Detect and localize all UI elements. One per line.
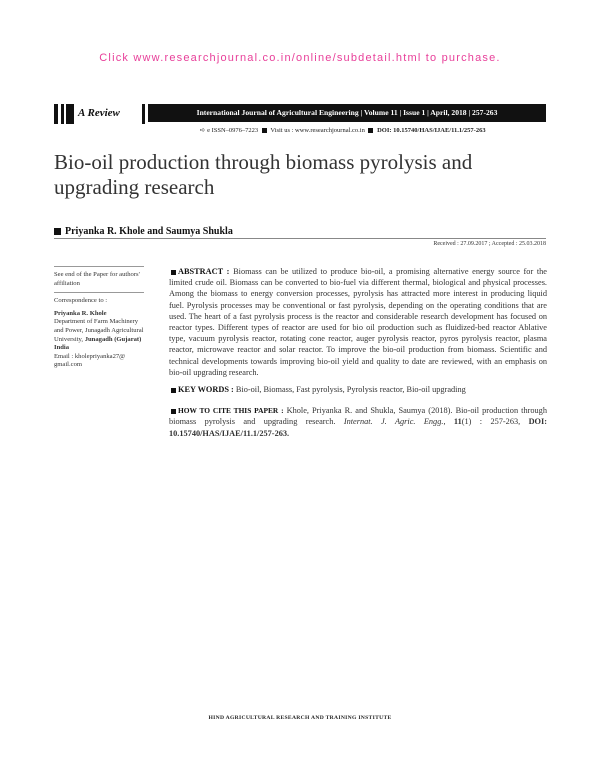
footer: HIND AGRICULTURAL RESEARCH AND TRAINING INSTITUTE <box>208 715 392 721</box>
how-to-cite: HOW TO CITE THIS PAPER : Khole, Priyanka R. and Shukla, Saumya (2018). Bio-oil production through biomass pyrolysis and upgrading research. Internat. J. Agric. Engg., 11(1) : 257-263, DOI: 10.15740/HAS/IJAE/11.1/257-263. <box>169 406 547 438</box>
correspondent-email[interactable]: Email : kholepriyanka27@ gmail.com <box>54 352 126 369</box>
sidebar-rule <box>54 292 144 293</box>
see-end-note: See end of the Paper for authors' affiliation <box>54 271 140 287</box>
authors <box>54 226 233 237</box>
keywords-text: Bio-oil, Biomass, Fast pyrolysis, Pyrolysis reactor, Bio-oil upgrading <box>235 385 466 395</box>
correspondent-place: Junagadh (Gujarat) India <box>54 335 142 352</box>
cite-pages: (1) : 257-263, <box>461 417 521 427</box>
cite-doi[interactable]: DOI: 10.15740/HAS/IJAE/11.1/257-263. <box>169 417 547 438</box>
cite-journal: Internat. J. Agric. Engg. <box>343 417 444 427</box>
correspondent-dept: Department of Farm Machinery and Power, Junagadh Agricultural University, <box>54 318 144 343</box>
square-bullet-icon <box>171 409 176 414</box>
cite-text: Khole, Priyanka R. and Shukla, Saumya (2018). Bio-oil production through biomass pyrolysis and upgrading research. <box>169 406 547 427</box>
bar-block-4 <box>142 104 145 124</box>
bar-block-1 <box>54 104 58 124</box>
visit-link[interactable]: Visit us : www.researchjournal.co.in <box>270 127 365 134</box>
abstract-label: ABSTRACT : <box>178 267 230 276</box>
bar-block-3 <box>66 104 74 124</box>
journal-info-strip: International Journal of Agricultural Engineering | Volume 11 | Issue 1 | April, 2018 | 257-263 <box>148 104 546 122</box>
correspondent-name: Priyanka R. Khole <box>54 309 107 317</box>
purchase-link[interactable]: Click www.researchjournal.co.in/online/subdetail.html to purchase. <box>99 52 501 64</box>
issn-line <box>200 126 486 134</box>
received-dates: Received : 27.09.2017 ; Accepted : 25.03.2018 <box>433 241 546 247</box>
correspondence-label: Correspondence to : <box>54 297 108 305</box>
sidebar-rule <box>54 266 144 267</box>
doi[interactable]: DOI: 10.15740/HAS/IJAE/11.1/257-263 <box>377 127 486 134</box>
abstract-text: Biomass can be utilized to produce bio-oil, a promising alternative energy source for the limited crude oil. Biomass can be converted to bio-fuel via different thermal, biological and physical processes. Among the biomass to energy conversion processes, pyrolysis has attracted more interest in producing liquid fuel. Pyrolysis processes may be conventional or fast pyrolysis, depending on the operating conditions that are used. The heart of a fast pyrolysis process is the reactor and considerable research development has focused on reactor types. Different types of reactor are used for bio oil production such as fluidized-bed reactor Ablative type, vacuum pyrolysis reactor, rotating cone reactor, auger pyrolysis reactor, pyros pyrolysis reactor, plasma reactor, microwave reactor and solar reactor. To improve the bio-oil production from biomass. Scientific and technical developments towards improving bio-oil yield and quality to date are reviewed, with an emphasis on bio-oil upgrading research. <box>169 267 547 377</box>
review-label: A Review <box>78 107 120 119</box>
square-bullet-icon <box>262 128 267 133</box>
arrow-icon: ➪ <box>200 127 206 134</box>
square-bullet-icon <box>171 388 176 393</box>
issn: e ISSN–0976–7223 <box>207 127 259 134</box>
cite-label: HOW TO CITE THIS PAPER : <box>178 406 284 416</box>
square-bullet-icon <box>368 128 373 133</box>
sidebar <box>54 263 144 370</box>
main-content <box>169 266 547 445</box>
square-bullet-icon <box>171 270 176 275</box>
authors-text: Priyanka R. Khole and Saumya Shukla <box>65 226 233 237</box>
square-bullet-icon <box>54 228 61 235</box>
cite-volume: 11 <box>453 417 462 427</box>
bar-block-2 <box>61 104 64 124</box>
abstract <box>169 266 547 378</box>
keywords-label: KEY WORDS : <box>178 385 234 395</box>
keywords <box>169 384 547 395</box>
paper-title: Bio-oil production through biomass pyrolysis and upgrading research <box>54 150 473 199</box>
divider <box>54 238 546 239</box>
